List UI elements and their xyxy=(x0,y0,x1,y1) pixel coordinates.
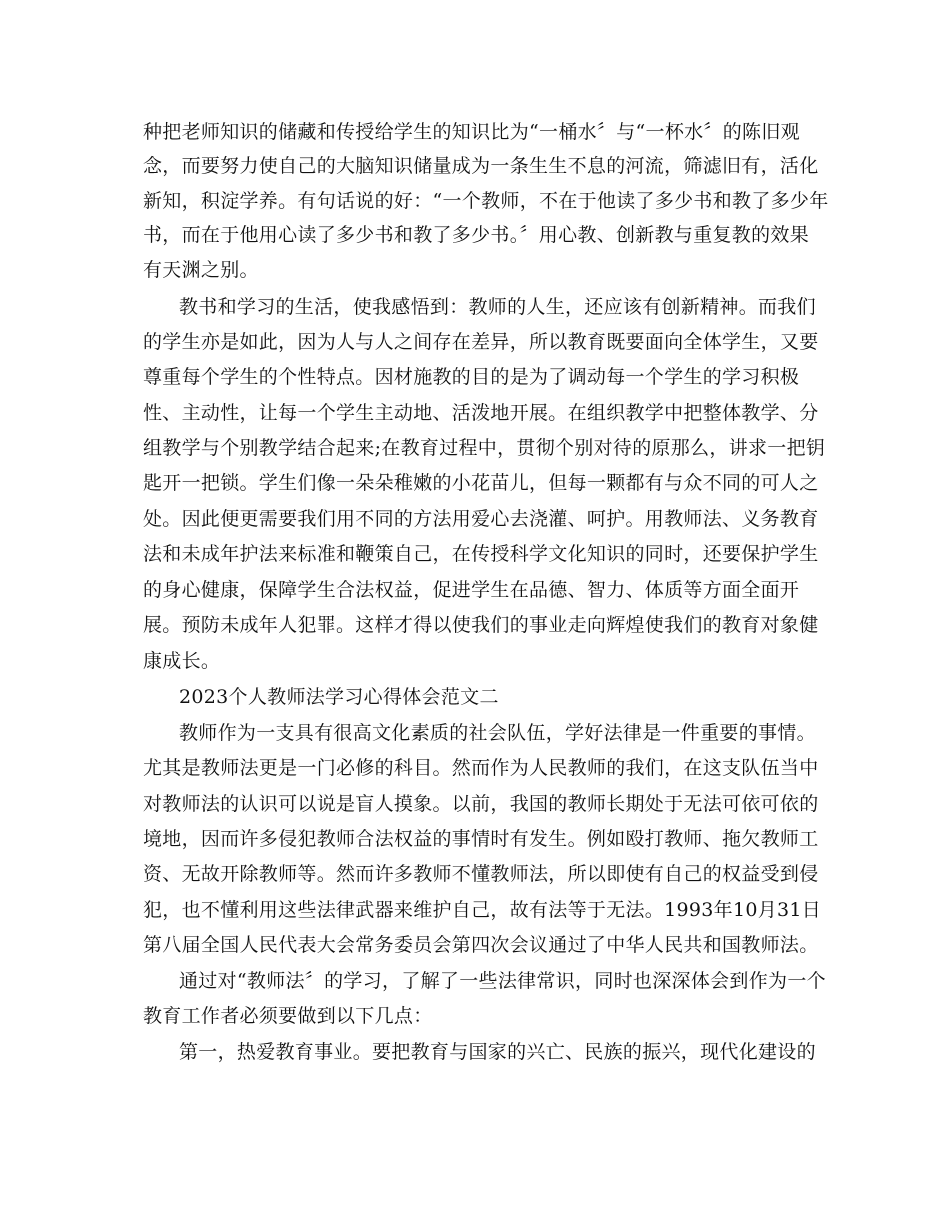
text-line: 境地，因而许多侵犯教师合法权益的事情时有发生。例如殴打教师、拖欠教师工 xyxy=(143,828,819,850)
text-line: 性、主动性，让每一个学生主动地、活泼地开展。在组织教学中把整体教学、分 xyxy=(143,402,819,424)
text-line: 组教学与个别教学结合起来;在教育过程中，贯彻个别对待的原那么，讲求一把钥 xyxy=(143,437,826,459)
paragraph-start-line: 通过对“教师法〞的学习，了解了一些法律常识，同时也深深体会到作为一个 xyxy=(179,970,826,992)
text-line: 法和未成年护法来标准和鞭策自己，在传授科学文化知识的同时，还要保护学生 xyxy=(143,543,819,565)
text-line: 第八届全国人民代表大会常务委员会第四次会议通过了中华人民共和国教师法。 xyxy=(143,934,819,956)
text-line: 处。因此便更需要我们用不同的方法用爱心去浇灌、呵护。用教师法、义务教育 xyxy=(143,508,819,530)
text-line: 犯，也不懂利用这些法律武器来维护自己，故有法等于无法。1993年10月31日 xyxy=(143,899,822,921)
text-line: 书，而在于他用心读了多少书和教了多少书。〞用心教、创新教与重复教的效果 xyxy=(143,224,810,246)
text-line: 展。预防未成年人犯罪。这样才得以使我们的事业走向辉煌使我们的教育对象健 xyxy=(143,614,819,636)
text-line: 资、无故开除教师等。然而许多教师不懂教师法，所以即使有自己的权益受到侵 xyxy=(143,863,819,885)
paragraph-start-line: 第一，热爱教育事业。要把教育与国家的兴亡、民族的振兴，现代化建设的 xyxy=(179,1041,816,1063)
text-line: 有天渊之别。 xyxy=(143,259,259,281)
text-line: 尊重每个学生的个性特点。因材施教的目的是为了调动每一个学生的学习积极 xyxy=(143,366,800,388)
text-line: 对教师法的认识可以说是盲人摸象。以前，我国的教师长期处于无法可依可依的 xyxy=(143,793,819,815)
paragraph-start-line: 教师作为一支具有很高文化素质的社会队伍，学好法律是一件重要的事情。 xyxy=(179,722,816,744)
section-heading: 2023个人教师法学习心得体会范文二 xyxy=(179,686,499,708)
text-line: 种把老师知识的储藏和传授给学生的知识比为“一桶水〞与“一杯水〞的陈旧观 xyxy=(143,121,800,143)
text-line: 念，而要努力使自己的大脑知识储量成为一条生生不息的河流，筛滤旧有，活化 xyxy=(143,155,819,177)
text-line: 尤其是教师法更是一门必修的科目。然而作为人民教师的我们，在这支队伍当中 xyxy=(143,757,819,779)
text-line: 匙开一把锁。学生们像一朵朵稚嫩的小花苗儿，但每一颗都有与众不同的可人之 xyxy=(143,472,819,494)
text-line: 康成长。 xyxy=(143,650,221,672)
text-line: 的学生亦是如此，因为人与人之间存在差异，所以教育既要面向全体学生，又要 xyxy=(143,331,819,353)
text-line: 新知，积淀学养。有句话说的好：“一个教师，不在于他读了多少书和教了多少年 xyxy=(143,190,829,212)
text-line: 教育工作者必须要做到以下几点： xyxy=(143,1005,433,1027)
paragraph-start-line: 教书和学习的生活，使我感悟到：教师的人生，还应该有创新精神。而我们 xyxy=(179,296,816,318)
text-line: 的身心健康，保障学生合法权益，促进学生在品德、智力、体质等方面全面开 xyxy=(143,579,800,601)
